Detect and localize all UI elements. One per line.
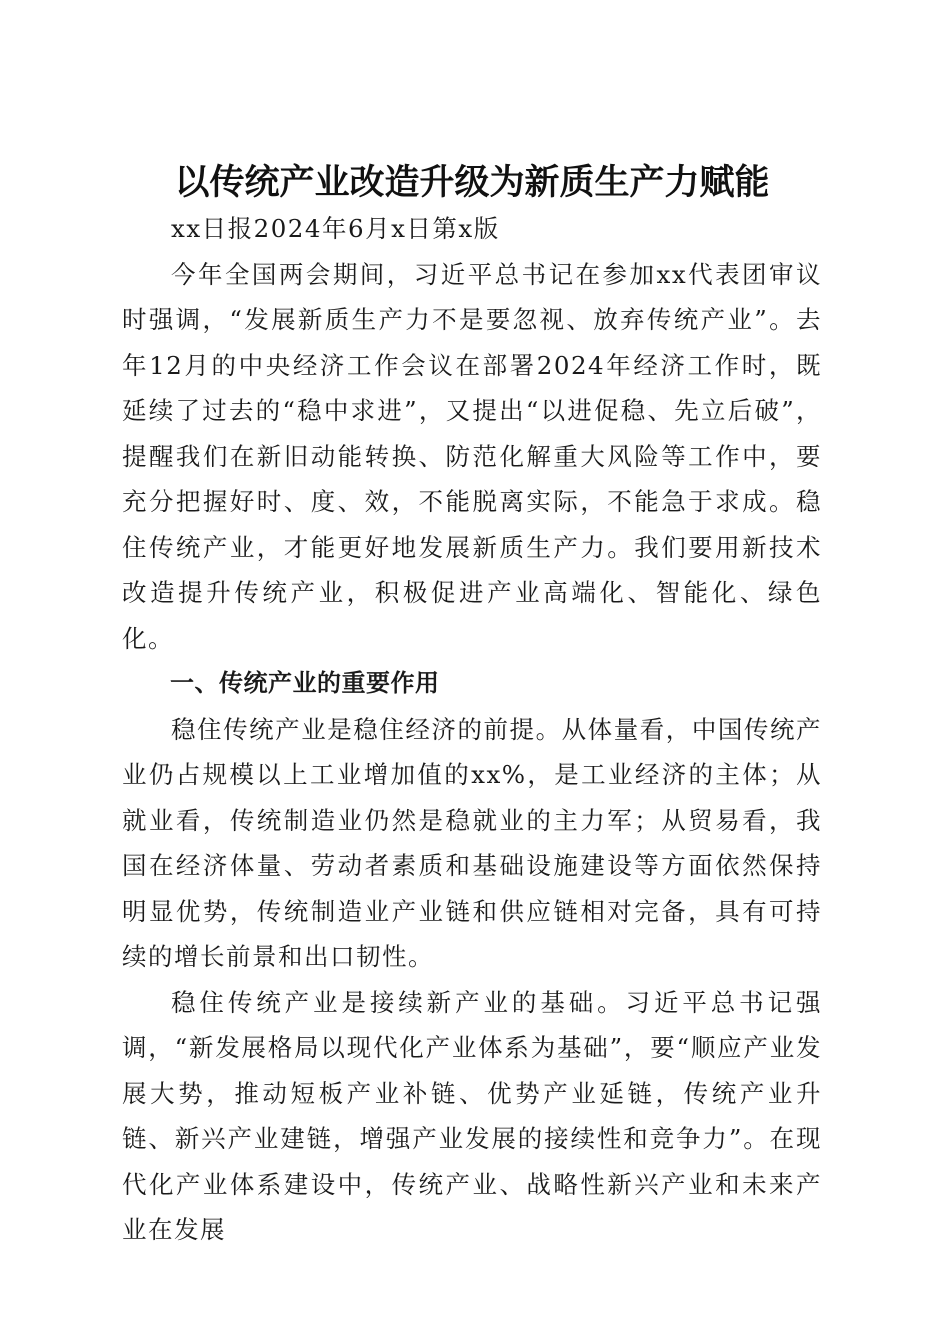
- intro-paragraph: 今年全国两会期间，习近平总书记在参加xx代表团审议时强调，“发展新质生产力不是要忽视、放弃传统产业”。去年12月的中央经济工作会议在部署2024年经济工作时，既延续了过去的“稳中求进”，又提出“以进促稳、先立后破”，提醒我们在新旧动能转换、防范化解重大风险等工作中，要充分把握好时、度、效，不能脱离实际，不能急于求成。稳住传统产业，才能更好地发展新质生产力。我们要用新技术改造提升传统产业，积极促进产业高端化、智能化、绿色化。: [122, 259, 822, 653]
- source-line: xx日报2024年6月x日第x版: [171, 214, 500, 243]
- document-body: [122, 206, 822, 1253]
- section-heading: 一、传统产业的重要作用: [170, 669, 440, 697]
- body-paragraph: 稳住传统产业是稳住经济的前提。从体量看，中国传统产业仍占规模以上工业增加值的xx%，是工业经济的主体；从就业看，传统制造业仍然是稳就业的主力军；从贸易看，我国在经济体量、劳动者素质和基础设施建设等方面依然保持明显优势，传统制造业产业链和供应链相对完备，具有可持续的增长前景和出口韧性。: [122, 714, 822, 971]
- document-title: 以传统产业改造升级为新质生产力赋能: [174, 163, 770, 204]
- body-paragraph: 稳住传统产业是接续新产业的基础。习近平总书记强调，“新发展格局以现代化产业体系为基础”，要“顺应产业发展大势，推动短板产业补链、优势产业延链，传统产业升链、新兴产业建链，增强产业发展的接续性和竞争力”。在现代化产业体系建设中，传统产业、战略性新兴产业和未来产业在发展: [122, 987, 822, 1244]
